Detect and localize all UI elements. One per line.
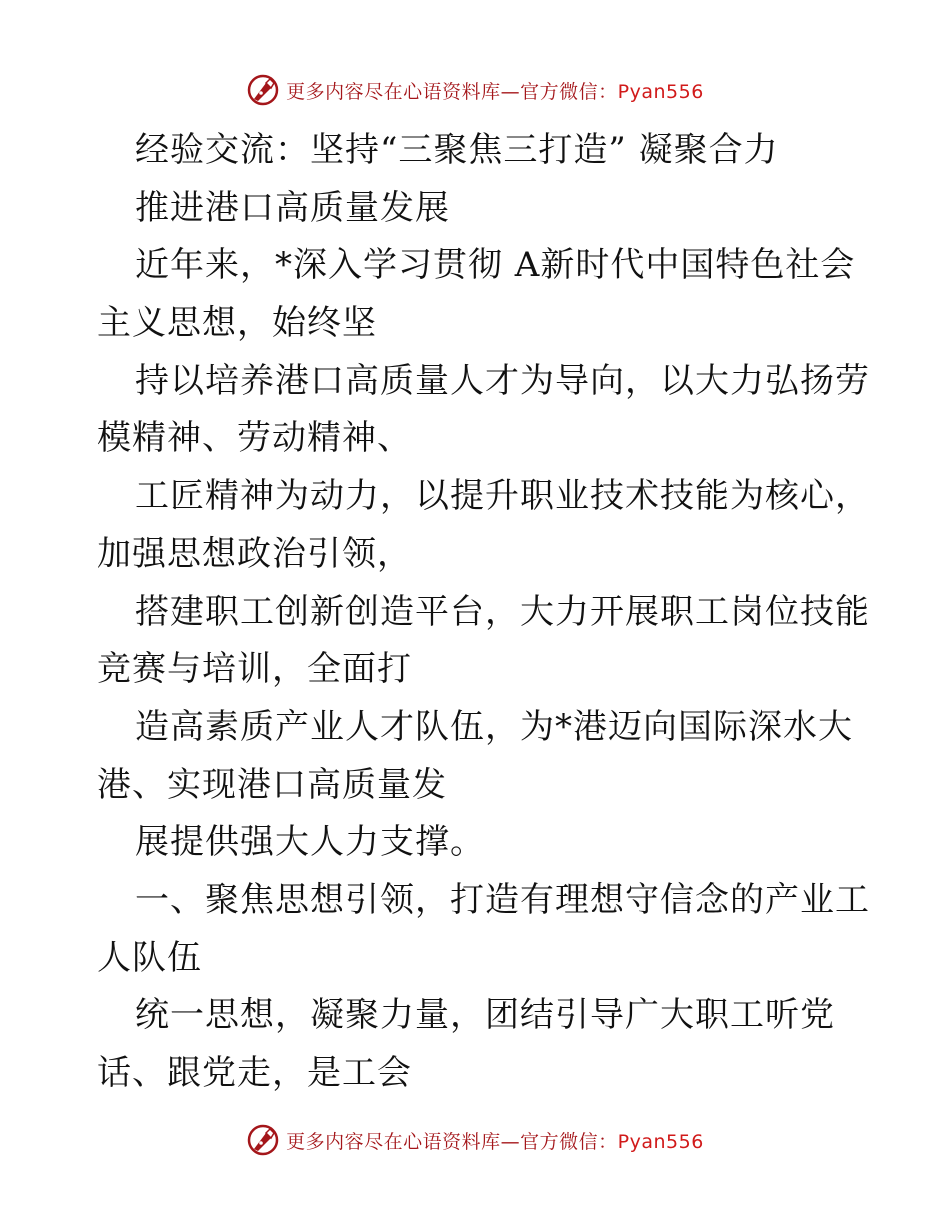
document-text-line: 展提供强大人力支撑。 <box>135 822 485 863</box>
banner-wechat-id: Pyan556 <box>617 1130 704 1153</box>
pen-nib-logo-icon <box>246 73 280 107</box>
banner-wechat-id: Pyan556 <box>617 80 704 103</box>
document-text-line: 近年来，*深入学习贯彻 A新时代中国特色社会 <box>135 245 856 286</box>
document-body <box>97 122 870 1103</box>
document-text-line: 话、跟党走，是工会 <box>97 1053 412 1093</box>
document-text-line: 竞赛与培训，全面打 <box>97 649 412 690</box>
document-text-line: 主义思想，始终坚 <box>97 303 377 344</box>
document-text-line: 造高素质产业人才队伍，为*港迈向国际深水大 <box>135 706 853 747</box>
header-watermark-banner <box>0 70 950 110</box>
document-text-line: 持以培养港口高质量人才为导向，以大力弘扬劳 <box>135 360 870 401</box>
document-text-line: 一、聚焦思想引领，打造有理想守信念的产业工 <box>135 879 870 920</box>
document-text-line: 搭建职工创新创造平台，大力开展职工岗位技能 <box>135 591 870 632</box>
banner-text <box>286 77 704 104</box>
document-text-line: 推进港口高质量发展 <box>135 187 450 228</box>
banner-content <box>246 73 704 107</box>
banner-label: 更多内容尽在心语资料库—官方微信： <box>286 80 618 103</box>
banner-content <box>246 1123 704 1157</box>
document-text-line: 模精神、劳动精神、 <box>97 418 412 459</box>
document-text-line: 工匠精神为动力，以提升职业技术技能为核心， <box>135 476 870 517</box>
banner-text <box>286 1127 704 1154</box>
pen-nib-logo-icon <box>246 1123 280 1157</box>
document-text-line: 人队伍 <box>97 937 202 978</box>
document-text-line: 统一思想，凝聚力量，团结引导广大职工听党 <box>135 995 835 1036</box>
banner-label: 更多内容尽在心语资料库—官方微信： <box>286 1130 618 1153</box>
document-text-line: 港、实现港口高质量发 <box>97 764 447 805</box>
document-text-line: 经验交流：坚持“三聚焦三打造” 凝聚合力 <box>135 130 779 170</box>
footer-watermark-banner <box>0 1120 950 1160</box>
document-text-line: 加强思想政治引领， <box>97 533 412 574</box>
